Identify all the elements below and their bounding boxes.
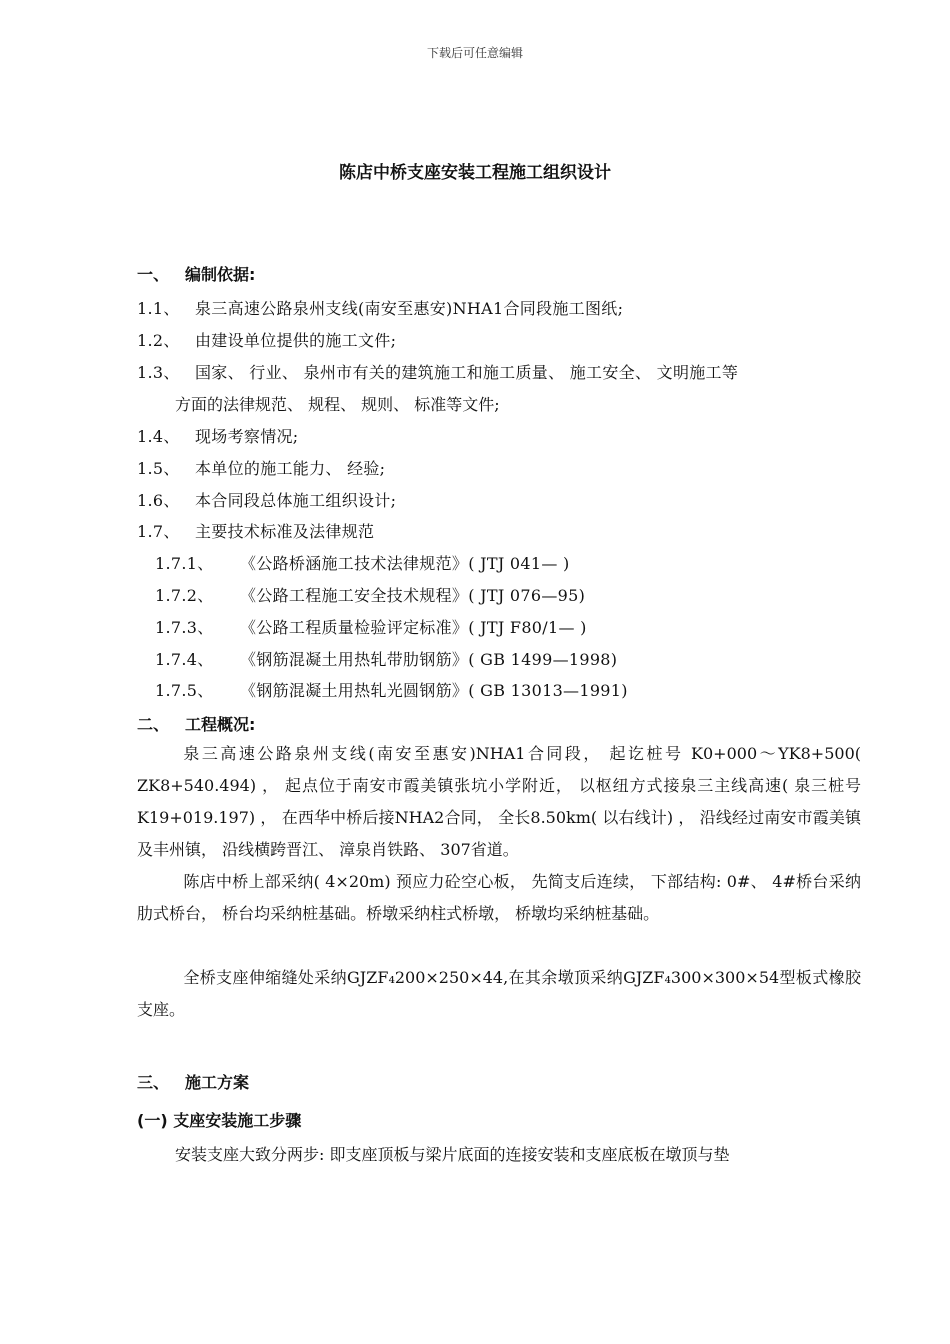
section-2-heading (137, 712, 255, 735)
section-1-number: 一、 (137, 265, 170, 284)
overview-paragraph-2: 陈店中桥上部采纳( 4×20m) 预应力砼空心板， 先简支后连续， 下部结构: 0#、 4#桥台采纳肋式桥台， 桥台均采纳桩基础。桥墩采纳柱式桥墩， 桥墩均采纳桩基础。 (137, 872, 861, 923)
section-3-title: 施工方案 (185, 1073, 250, 1092)
installation-paragraph: 安装支座大致分两步: 即支座顶板与梁片底面的连接安装和支座底板在墩顶与垫 (175, 1145, 730, 1164)
basis-item-4: 1.4、 现场考察情况; (137, 427, 299, 446)
basis-item-3: 1.3、 国家、 行业、 泉州市有关的建筑施工和施工质量、 施工安全、 文明施工等 (137, 363, 739, 382)
basis-item-5: 1.5、 本单位的施工能力、 经验; (137, 459, 386, 478)
standard-item-1: 1.7.1、 《公路桥涵施工技术法律规范》( JTJ 041— ) (155, 554, 570, 573)
standard-item-2: 1.7.2、 《公路工程施工安全技术规程》( JTJ 076—95) (155, 586, 586, 605)
standard-item-3: 1.7.3、 《公路工程质量检验评定标准》( JTJ F80/1— ) (155, 618, 587, 637)
section-2-number: 二、 (137, 715, 170, 734)
standard-item-4: 1.7.4、 《钢筋混凝土用热轧带肋钢筋》( GB 1499—1998) (155, 650, 618, 669)
section-1-title: 编制依据: (185, 265, 256, 284)
section-1-heading (137, 262, 255, 285)
basis-item-2: 1.2、 由建设单位提供的施工文件; (137, 331, 397, 350)
basis-item-7: 1.7、 主要技术标准及法律规范 (137, 522, 375, 541)
basis-item-3-continuation: 方面的法律规范、 规程、 规则、 标准等文件; (175, 395, 500, 414)
document-title: 陈店中桥支座安装工程施工组织设计 (339, 163, 611, 183)
subsection-heading: (一) 支座安装施工步骤 (137, 1111, 302, 1130)
basis-item-1: 1.1、 泉三高速公路泉州支线(南安至惠安)NHA1合同段施工图纸; (137, 299, 624, 318)
basis-item-6: 1.6、 本合同段总体施工组织设计; (137, 491, 397, 510)
section-3-heading (137, 1070, 249, 1093)
page-header: 下载后可任意编辑 (426, 46, 523, 60)
standard-item-5: 1.7.5、 《钢筋混凝土用热轧光圆钢筋》( GB 13013—1991) (155, 681, 628, 700)
section-3-number: 三、 (137, 1073, 170, 1092)
overview-paragraph-1: 泉三高速公路泉州支线(南安至惠安)NHA1合同段， 起讫桩号 K0+000～YK8+500( ZK8+540.494) ， 起点位于南安市霞美镇张坑小学附近， 以枢纽方式接泉三主线高速( 泉三桩号K19+019.197) ， 在西华中桥后接NHA2合同， 全长8.50km( 以右线计) ， 沿线经过南安市霞美镇及丰州镇， 沿线横跨晋江、 漳泉肖铁路、 307省道。 (137, 744, 861, 859)
section-2-title: 工程概况: (185, 715, 256, 734)
overview-paragraph-3: 全桥支座伸缩缝处采纳GJZF₄200×250×44,在其余墩顶采纳GJZF₄300×300×54型板式橡胶支座。 (137, 968, 861, 1019)
